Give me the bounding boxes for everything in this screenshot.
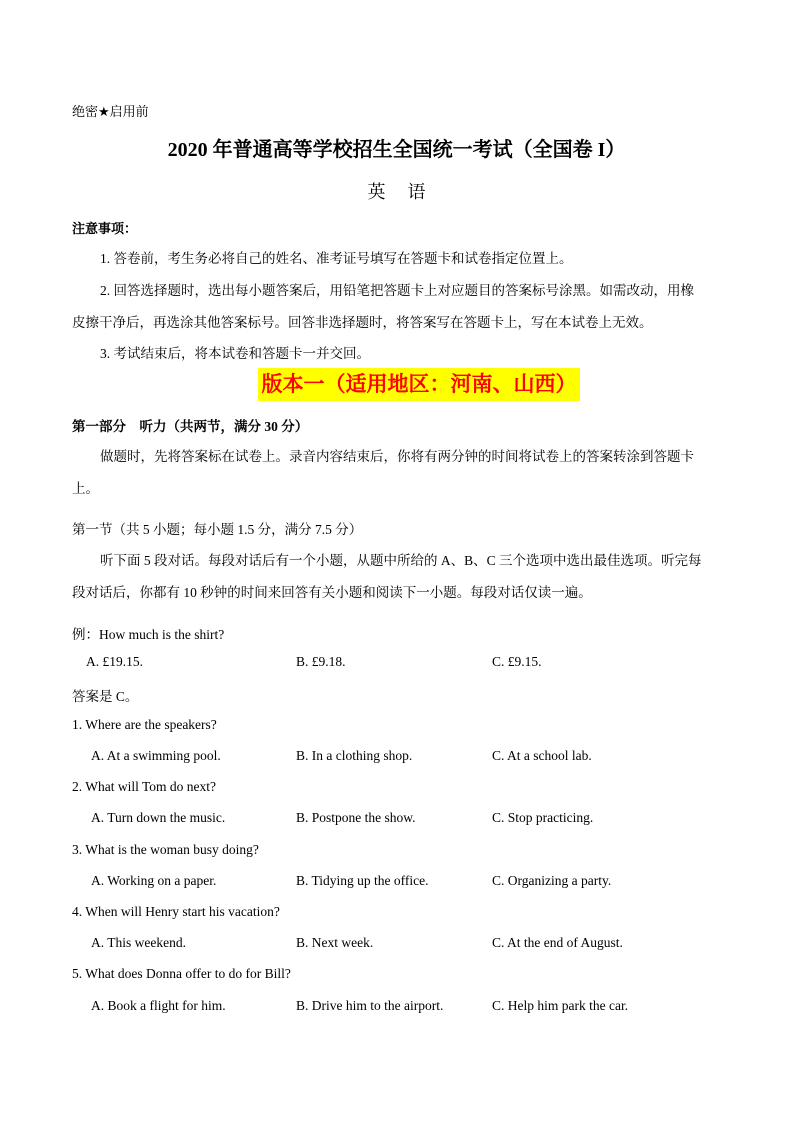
notice-item-3: 3. 考试结束后，将本试卷和答题卡一并交回。 (100, 346, 370, 361)
section1-instruction-cont: 段对话后，你都有 10 秒钟的时间来回答有关小题和阅读下一小题。每段对话仅读一遍。 (72, 585, 592, 600)
question-2-option-c: C. Stop practicing. (492, 810, 594, 825)
notice-item-2: 2. 回答选择题时，选出每小题答案后，用铅笔把答题卡上对应题目的答案标号涂黑。如需改动，用橡 (100, 283, 694, 298)
question-1-option-a: A. At a swimming pool. (91, 748, 221, 763)
subject-title: 英语 (367, 182, 448, 203)
example-question: 例：How much is the shirt? (72, 627, 225, 642)
part1-instruction-cont: 上。 (72, 481, 99, 496)
section1-title: 第一节（共 5 小题；每小题 1.5 分，满分 7.5 分） (72, 522, 363, 537)
question-3-option-a: A. Working on a paper. (91, 873, 217, 888)
example-option-c: C. £9.15. (492, 654, 542, 669)
question-5-option-a: A. Book a flight for him. (91, 998, 226, 1013)
example-option-a: A. £19.15. (86, 654, 143, 669)
question-2-option-a: A. Turn down the music. (91, 810, 226, 825)
question-1-option-b: B. In a clothing shop. (296, 748, 413, 763)
secret-mark: 绝密★启用前 (72, 105, 149, 120)
exam-title: 2020 年普通高等学校招生全国统一考试（全国卷 I） (167, 139, 626, 161)
part1-instruction: 做题时，先将答案标在试卷上。录音内容结束后，你将有两分钟的时间将试卷上的答案转涂到答题卡 (100, 449, 694, 464)
notice-item-1: 1. 答卷前，考生务必将自己的姓名、准考证号填写在答题卡和试卷指定位置上。 (100, 251, 573, 266)
notice-item-2-cont: 皮擦干净后，再选涂其他答案标号。回答非选择题时，将答案写在答题卡上，写在本试卷上无效。 (72, 315, 653, 330)
example-option-b: B. £9.18. (296, 654, 346, 669)
question-1-option-c: C. At a school lab. (492, 748, 592, 763)
question-1: 1. Where are the speakers? (72, 717, 217, 732)
question-3: 3. What is the woman busy doing? (72, 842, 259, 857)
question-2-option-b: B. Postpone the show. (296, 810, 416, 825)
question-5-option-b: B. Drive him to the airport. (296, 998, 444, 1013)
part1-title: 第一部分 听力（共两节，满分 30 分） (72, 419, 309, 434)
question-3-option-b: B. Tidying up the office. (296, 873, 429, 888)
section1-instruction: 听下面 5 段对话。每段对话后有一个小题，从题中所给的 A、B、C 三个选项中选出最佳选项。听完每 (100, 553, 702, 568)
question-4: 4. When will Henry start his vacation? (72, 904, 280, 919)
version-banner: 版本一（适用地区：河南、山西） (258, 368, 580, 401)
question-4-option-c: C. At the end of August. (492, 935, 623, 950)
question-5-option-c: C. Help him park the car. (492, 998, 629, 1013)
question-2: 2. What will Tom do next? (72, 779, 217, 794)
question-4-option-a: A. This weekend. (91, 935, 186, 950)
question-5: 5. What does Donna offer to do for Bill? (72, 966, 291, 981)
example-answer: 答案是 C。 (72, 689, 139, 704)
question-4-option-b: B. Next week. (296, 935, 374, 950)
question-3-option-c: C. Organizing a party. (492, 873, 612, 888)
notice-heading: 注意事项： (72, 222, 138, 237)
